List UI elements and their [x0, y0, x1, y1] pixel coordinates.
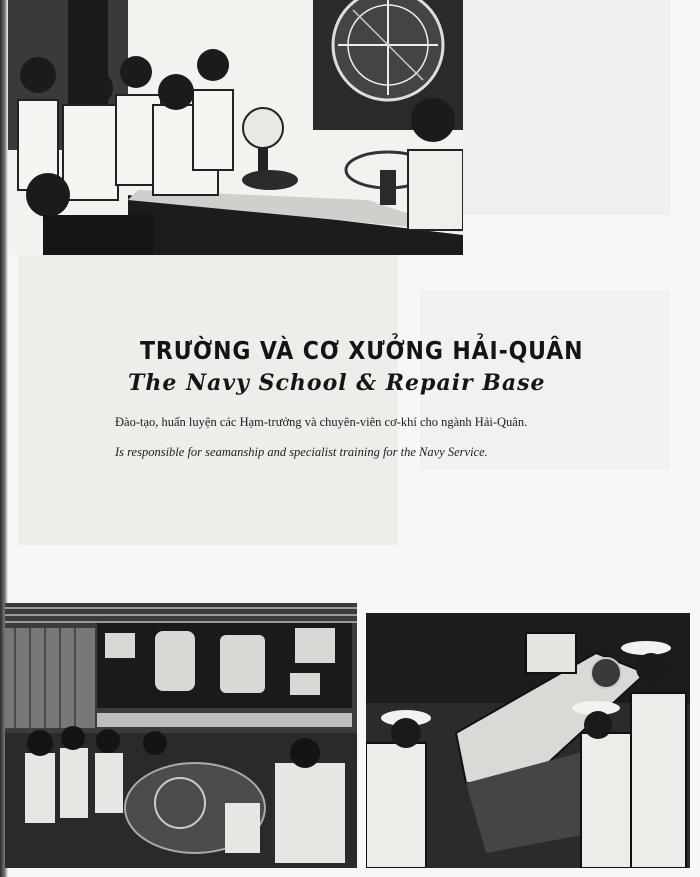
navigation-class-photo: [8, 0, 463, 255]
caption-vietnamese: Đào-tạo, huấn luyện các Hạm-trưởng và chuyên-viên cơ-khí cho ngành Hải-Quân.: [115, 415, 528, 429]
engine-workshop-photo: [5, 603, 357, 868]
bleed-through-area: [18, 255, 398, 545]
page-title-english: The Navy School & Repair Base: [128, 370, 546, 396]
bleed-through-area: [460, 0, 670, 215]
caption-english: Is responsible for seamanship and specialist training for the Navy Service.: [115, 445, 488, 459]
gun-mount-training-photo: [366, 613, 690, 868]
page-title-vietnamese: TRƯỜNG VÀ CƠ XƯỞNG HẢI-QUÂN: [140, 336, 584, 365]
